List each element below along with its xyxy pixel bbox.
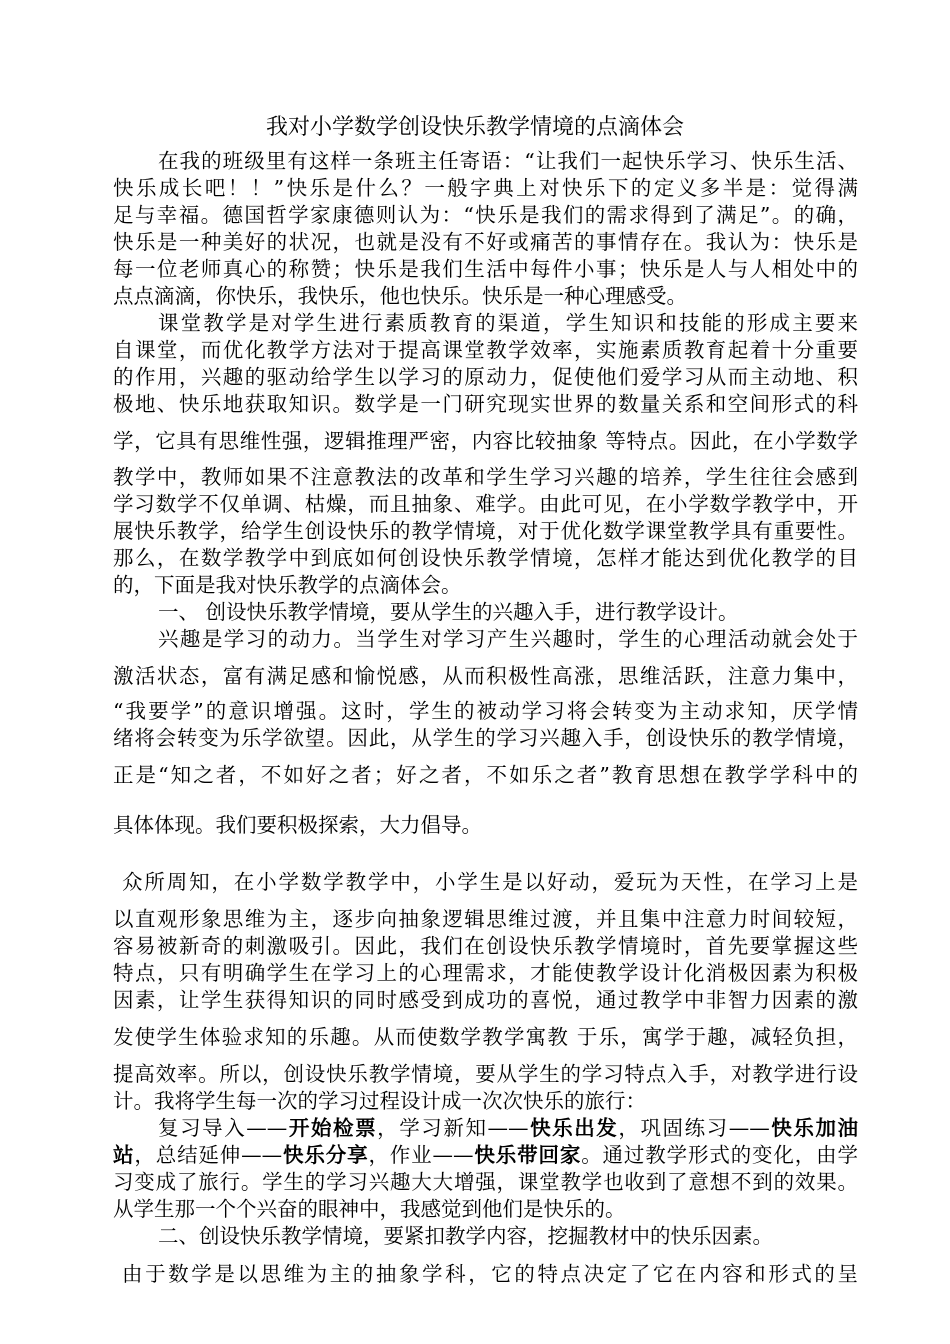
text-line: 极地、快乐地获取知识。数学是一门研究现实世界的数量关系和空间形式的科: [113, 392, 858, 416]
text-line: 自课堂，而优化教学方法对于提高课堂教学效率，实施素质教育起着十分重要: [113, 338, 858, 362]
text-line: 兴趣是学习的动力。当学生对学习产生兴趣时，学生的心理活动就会处于: [158, 627, 858, 651]
text-line: 计。我将学生每一次的学习过程设计成一次次快乐的旅行：: [113, 1089, 646, 1113]
journey-stage: 快乐带回家: [473, 1143, 582, 1167]
text-line: 教学中，教师如果不注意教法的改革和学生学习兴趣的培养，学生往往会感到: [113, 465, 858, 489]
text-line: 习变成了旅行。学生的学习兴趣大大增强，课堂教学也收到了意想不到的效果。: [113, 1170, 858, 1194]
text-line: 由于数学是以思维为主的抽象学科，它的特点决定了它在内容和形式的呈: [122, 1262, 858, 1286]
text-line: 发使学生体验求知的乐趣。从而使数学教学寓教 于乐，寓学于趣，减轻负担，: [113, 1025, 858, 1049]
text-line: 展快乐教学，给学生创设快乐的教学情境，对于优化数学课堂教学具有重要性。: [113, 519, 858, 543]
text-line: 众所周知，在小学数学教学中，小学生是以好动，爱玩为天性，在学习上是: [122, 870, 858, 894]
text-line: 点点滴滴，你快乐，我快乐，他也快乐。快乐是一种心理感受。: [113, 284, 687, 308]
text-line: 绪将会转变为乐学欲望。因此，从学生的学习兴趣入手，创设快乐的教学情境，: [113, 726, 858, 750]
text-line: 从学生那一个个兴奋的眼神中，我感觉到他们是快乐的。: [113, 1197, 626, 1221]
text-line: 具体体现。我们要积极探索，大力倡导。: [113, 813, 482, 837]
journey-stage: 快乐加油: [769, 1116, 858, 1140]
text-line: 以直观形象思维为主，逐步向抽象逻辑思维过渡，并且集中注意力时间较短，: [113, 907, 858, 931]
journey-line: [113, 1142, 858, 1168]
section-heading-2: 二、创设快乐教学情境，要紧扣教学内容，挖掘教材中的快乐因素。: [158, 1224, 773, 1248]
journey-text: ，巩固练习——: [618, 1116, 770, 1140]
text-line: 足与幸福。德国哲学家康德则认为：“快乐是我们的需求得到了满足”。的确，: [113, 203, 858, 227]
text-line: “我要学”的意识增强。这时，学生的被动学习将会转变为主动求知，厌学情: [113, 699, 858, 723]
text-line: 的作用，兴趣的驱动给学生以学习的原动力，促使他们爱学习从而主动地、积: [113, 365, 858, 389]
journey-stage: 快乐出发: [528, 1116, 619, 1140]
text-line: 学，它具有思维性强，逻辑推理严密，内容比较抽象 等特点。因此，在小学数学: [113, 429, 858, 453]
text-line: 在我的班级里有这样一条班主任寄语：“让我们一起快乐学习、快乐生活、: [158, 149, 858, 173]
text-line: 激活状态，富有满足感和愉悦感，从而积极性高涨，思维活跃，注意力集中，: [113, 664, 858, 688]
journey-stage: 快乐分享: [282, 1143, 369, 1167]
journey-stage: 开始检票: [287, 1116, 378, 1140]
journey-text: ，总结延伸——: [134, 1143, 283, 1167]
journey-text: ，学习新知——: [377, 1116, 529, 1140]
text-line: 快乐成长吧！！”快乐是什么？一般字典上对快乐下的定义多半是：觉得满: [113, 176, 858, 200]
journey-text: ，作业——: [368, 1143, 474, 1167]
text-line: 课堂教学是对学生进行素质教育的渠道，学生知识和技能的形成主要来: [158, 311, 858, 335]
text-line: 正是“知之者，不如好之者；好之者，不如乐之者”教育思想在教学学科中的: [113, 763, 858, 787]
text-line: 提高效率。所以，创设快乐教学情境，要从学生的学习特点入手，对教学进行设: [113, 1062, 858, 1086]
text-line: 特点，只有明确学生在学习上的心理需求，才能使教学设计化消极因素为积极: [113, 961, 858, 985]
text-line: 容易被新奇的刺激吸引。因此，我们在创设快乐教学情境时，首先要掌握这些: [113, 934, 858, 958]
text-line: 那么，在数学教学中到底如何创设快乐教学情境，怎样才能达到优化教学的目: [113, 546, 858, 570]
journey-stage: 站: [113, 1143, 135, 1167]
text-line: 快乐是一种美好的状况，也就是没有不好或痛苦的事情存在。我认为：快乐是: [113, 230, 858, 254]
text-line: 学习数学不仅单调、枯燥，而且抽象、难学。由此可见，在小学数学教学中，开: [113, 492, 858, 516]
journey-text: 复习导入——: [158, 1116, 288, 1140]
document-title: 我对小学数学创设快乐教学情境的点滴体会: [265, 115, 684, 140]
text-line: 因素，让学生获得知识的同时感受到成功的喜悦，通过教学中非智力因素的激: [113, 988, 858, 1012]
section-heading-1: 一、 创设快乐教学情境，要从学生的兴趣入手，进行教学设计。: [158, 600, 739, 624]
journey-text: 。通过教学形式的变化，由学: [581, 1143, 858, 1167]
journey-line: [158, 1115, 858, 1141]
text-line: 每一位老师真心的称赞；快乐是我们生活中每件小事；快乐是人与人相处中的: [113, 257, 858, 281]
text-line: 的，下面是我对快乐教学的点滴体会。: [113, 573, 462, 597]
